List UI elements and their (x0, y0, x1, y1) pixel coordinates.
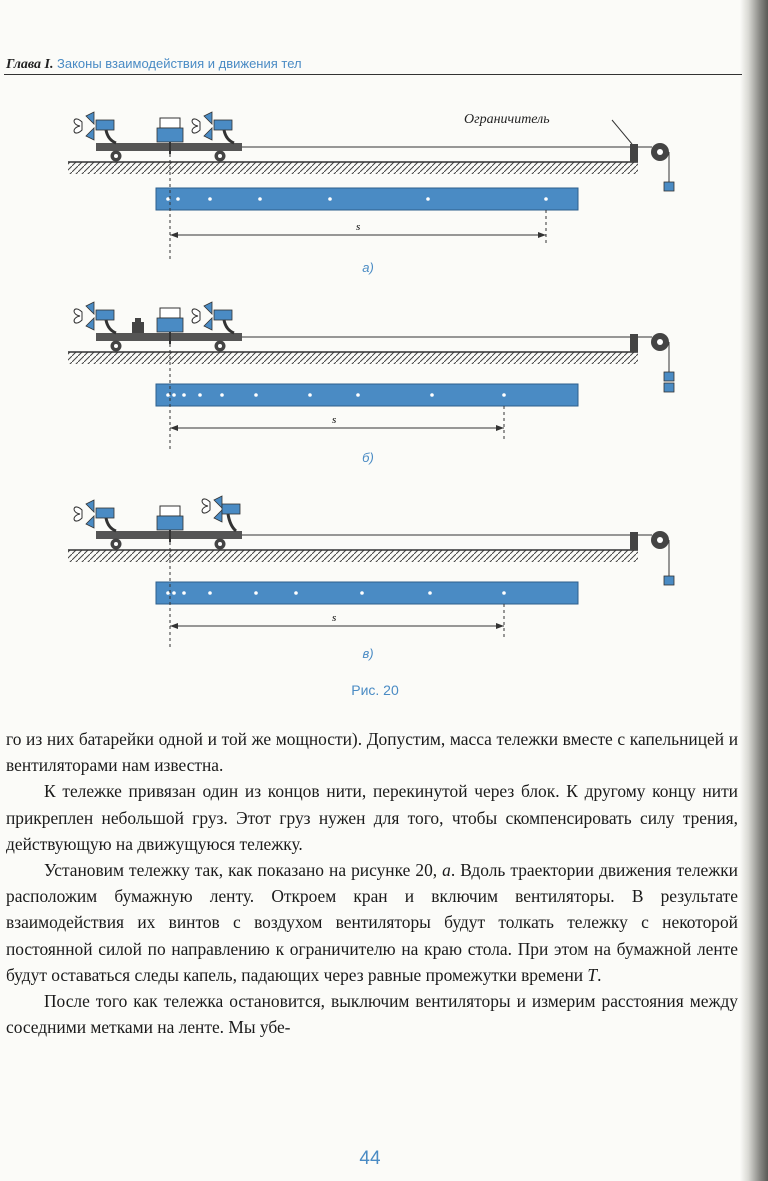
table-surface (68, 162, 638, 174)
body-text (6, 726, 738, 1040)
paper-tape (156, 582, 578, 604)
distance-label-b: s (332, 414, 337, 426)
fan-right-icon (202, 496, 240, 531)
limiter (630, 144, 638, 162)
extra-weight-icon (132, 318, 144, 333)
paper-tape (156, 188, 578, 210)
page-edge-shadow (740, 0, 768, 1181)
fan-right-icon (192, 112, 234, 143)
fan-left-icon (74, 500, 116, 531)
paragraph-2: К тележке привязан один из концов нити, перекинутой через блок. К другому концу нити прикреплен небольшой груз. Этот груз нужен для того, чтобы скомпенсировать силу трения, действующую на движущуюся тележку. (6, 781, 738, 854)
figure-20c (60, 488, 700, 678)
fan-right-icon (192, 302, 234, 333)
pulley-icon (651, 333, 674, 392)
figure-caption: Рис. 20 (351, 682, 399, 698)
chapter-topic: Законы взаимодействия и движения тел (57, 56, 302, 71)
fan-left-icon (74, 112, 116, 143)
paragraph-3: Установим тележку так, как показано на рисунке 20, а. Вдоль траектории движения тележки расположим бумажную ленту. Откроем кран и включим вентиляторы. В результате взаимодействия их винтов с воздухом вентиляторы будут толкать тележку с некоторой постоянной силой по направлению к ограничителю на краю стола. При этом на бумажной ленте будут оставаться следы капель, падающих через равные промежутки времени T. (6, 860, 738, 985)
paper-tape (156, 384, 578, 406)
running-header (6, 56, 302, 73)
pulley-icon (651, 143, 674, 191)
sublabel-b: б) (362, 450, 374, 465)
paragraph-1: го из них батарейки одной и той же мощности). Допустим, масса тележки вместе с капельницей и вентиляторами нам известна. (6, 729, 738, 776)
figure-20b (60, 290, 700, 480)
fan-left-icon (74, 302, 116, 333)
distance-label-c: s (332, 612, 337, 624)
sublabel-c: в) (362, 646, 374, 661)
figure-20a (60, 100, 700, 290)
header-rule (4, 74, 742, 75)
chapter-label: Глава I. (6, 57, 54, 72)
limiter-pointer (612, 120, 632, 144)
paragraph-4: После того как тележка остановится, выключим вентиляторы и измерим расстояния между соседними метками на ленте. Мы убе- (6, 991, 738, 1038)
limiter-label: Ограничитель (464, 112, 550, 127)
distance-label-a: s (356, 221, 361, 233)
page-number: 44 (359, 1148, 381, 1169)
pulley-icon (651, 531, 674, 585)
sublabel-a: а) (362, 260, 374, 275)
